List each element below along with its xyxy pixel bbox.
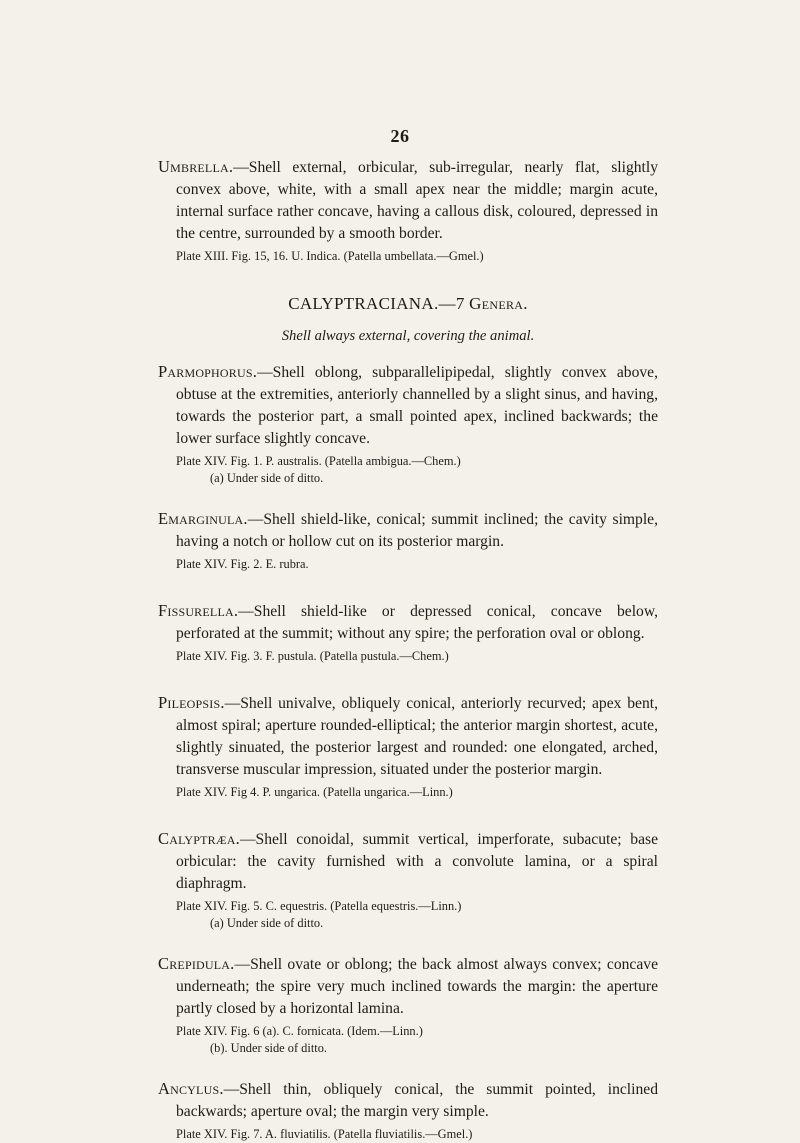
plate-subreference: (b). Under side of ditto. [210,1041,327,1055]
genus-name: Crepidula. [158,954,235,973]
plate-reference: Plate XIV. Fig. 7. A. fluviatilis. (Patella fluviatilis.—Gmel.) [176,1127,473,1141]
family-name: CALYPTRACIANA. [288,294,439,313]
page-number: 26 [390,126,410,146]
genus-name: Ancylus. [158,1079,224,1098]
plate-reference: Plate XIV. Fig. 5. C. equestris. (Patella equestris.—Linn.) [176,899,462,913]
entry-crepidula [158,953,658,1020]
page-content [158,156,658,1143]
entry-calyptraea [158,828,658,895]
family-heading [158,293,658,315]
plate-reference: Plate XIV. Fig. 3. F. pustula. (Patella pustula.—Chem.) [176,649,449,663]
genus-description: —Shell shield-like, conical; summit inclined; the cavity simple, having a notch or hollow cut on its posterior margin. [176,511,658,550]
entry-parmophorus [158,361,658,450]
family-dash: — [438,294,456,313]
entry-emarginula [158,508,658,553]
genus-name: Calyptræa. [158,829,240,848]
plate-reference: Plate XIV. Fig 4. P. ungarica. (Patella ungarica.—Linn.) [176,785,453,799]
genus-name: Fissurella. [158,601,239,620]
plate-subreference: (a) Under side of ditto. [210,916,324,930]
genus-description: —Shell ovate or oblong; the back almost always convex; concave underneath; the spire very much inclined towards the margin: the aperture partly closed by a horizontal lamina. [176,956,658,1017]
entry-umbrella [158,156,658,245]
plate-reference: Plate XIII. Fig. 15, 16. U. Indica. (Patella umbellata.—Gmel.) [176,249,484,263]
entry-fissurella [158,600,658,645]
genus-description: —Shell conoidal, summit vertical, imperforate, subacute; base orbicular: the cavity furnished with a convolute lamina, or a spiral diaphragm. [176,831,658,892]
genus-name: Umbrella. [158,157,234,176]
genus-description: —Shell thin, obliquely conical, the summit pointed, inclined backwards; aperture oval; the margin very simple. [176,1081,658,1120]
plate-reference: Plate XIV. Fig. 6 (a). C. fornicata. (Idem.—Linn.) [176,1024,423,1038]
genus-name: Emarginula. [158,509,248,528]
family-subtitle: Shell always external, covering the animal. [281,328,535,344]
family-genera-label: Genera. [469,294,528,313]
entry-ancylus [158,1078,658,1123]
plate-reference: Plate XIV. Fig. 1. P. australis. (Patella ambigua.—Chem.) [176,454,461,468]
genus-description: —Shell oblong, subparallelipipedal, slightly convex above, obtuse at the extremities, anteriorly channelled by a slight sinus, and having, towards the posterior part, a small pointed apex, inclined backwards; the lower surface slightly concave. [176,364,658,447]
genus-description: —Shell univalve, obliquely conical, anteriorly recurved; apex bent, almost spiral; aperture rounded-elliptical; the anterior margin shortest, acute, slightly sinuated, the posterior largest and rounded: one elongated, arched, transverse muscular impression, situated under the posterior margin. [176,695,658,778]
genus-name: Parmophorus. [158,362,258,381]
plate-reference: Plate XIV. Fig. 2. E. rubra. [176,557,309,571]
genus-description: —Shell external, orbicular, sub-irregular, nearly flat, slightly convex above, white, with a small apex near the middle; margin acute, internal surface rather concave, having a callous disk, coloured, depressed in the centre, surrounded by a smooth border. [176,159,658,242]
family-count: 7 [455,294,470,313]
entry-pileopsis [158,692,658,781]
genus-name: Pileopsis. [158,693,225,712]
genus-description: —Shell shield-like or depressed conical, concave below, perforated at the summit; without any spire; the perforation oval or oblong. [176,603,658,642]
plate-subreference: (a) Under side of ditto. [210,471,324,485]
